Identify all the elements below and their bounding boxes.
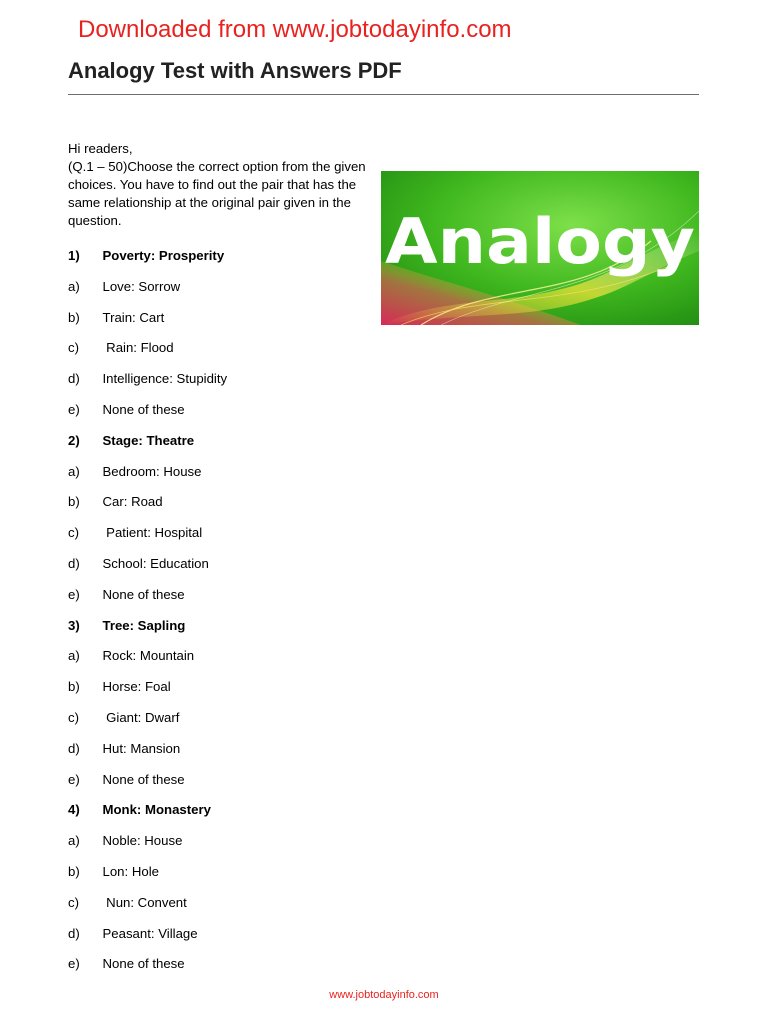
option-text: Train: Cart [102, 309, 165, 325]
question-number: 4) [68, 802, 80, 818]
option-label: e) [68, 956, 80, 972]
answer-option [68, 400, 368, 431]
option-label: d) [68, 371, 80, 387]
analogy-image-text: Analogy [385, 205, 695, 278]
question-heading [68, 246, 368, 277]
option-label: a) [68, 463, 80, 479]
question-text: Stage: Theatre [102, 432, 195, 448]
option-text: Bedroom: House [102, 463, 202, 479]
option-text: None of these [102, 401, 185, 417]
answer-option [68, 924, 368, 955]
option-text: Horse: Foal [102, 679, 171, 695]
option-label: e) [68, 771, 80, 787]
option-label: a) [68, 278, 80, 294]
answer-option [68, 708, 368, 739]
option-label: c) [68, 340, 79, 356]
question-list [68, 246, 368, 985]
answer-option [68, 677, 368, 708]
answer-option [68, 831, 368, 862]
intro-instructions: (Q.1 – 50)Choose the correct option from the given choices. You have to find out the pair that has the same relationship at the original pair given in the question. [68, 159, 366, 228]
option-label: d) [68, 740, 80, 756]
answer-option [68, 585, 368, 616]
option-text: Peasant: Village [102, 925, 198, 941]
option-text: Love: Sorrow [102, 278, 181, 294]
answer-option [68, 492, 368, 523]
download-banner[interactable]: Downloaded from www.jobtodayinfo.com [78, 16, 512, 43]
option-label: b) [68, 309, 80, 325]
question-text: Poverty: Prosperity [102, 248, 225, 263]
question-heading [68, 431, 368, 462]
answer-option [68, 523, 368, 554]
option-text: Intelligence: Stupidity [102, 371, 228, 387]
question-text: Tree: Sapling [102, 617, 186, 633]
answer-option [68, 954, 368, 985]
option-text: Noble: House [102, 833, 183, 849]
intro-greeting: Hi readers, [68, 141, 133, 156]
option-text: Nun: Convent [102, 894, 187, 910]
answer-option [68, 462, 368, 493]
option-text: Patient: Hospital [102, 525, 203, 541]
option-label: c) [68, 894, 79, 910]
option-label: a) [68, 648, 80, 664]
option-text: Giant: Dwarf [102, 709, 180, 725]
answer-option [68, 739, 368, 770]
option-label: c) [68, 525, 79, 541]
option-text: Rain: Flood [102, 340, 174, 356]
option-label: b) [68, 679, 80, 695]
answer-option [68, 770, 368, 801]
option-label: c) [68, 709, 79, 725]
answer-option [68, 277, 368, 308]
option-text: Hut: Mansion [102, 740, 181, 756]
option-text: Car: Road [102, 494, 163, 510]
question-number: 1) [68, 248, 80, 263]
question-heading [68, 800, 368, 831]
option-label: d) [68, 925, 80, 941]
option-text: School: Education [102, 555, 209, 571]
answer-option [68, 554, 368, 585]
question-text: Monk: Monastery [102, 802, 211, 818]
answer-option [68, 308, 368, 339]
answer-option [68, 646, 368, 677]
option-text: Rock: Mountain [102, 648, 195, 664]
question-number: 2) [68, 432, 80, 448]
question-heading [68, 616, 368, 647]
option-label: e) [68, 586, 80, 602]
option-label: e) [68, 401, 80, 417]
document-title: Analogy Test with Answers PDF [68, 58, 402, 83]
title-divider [68, 94, 699, 95]
question-number: 3) [68, 617, 80, 633]
option-label: d) [68, 555, 80, 571]
footer-link[interactable]: www.jobtodayinfo.com [329, 989, 439, 1001]
answer-option [68, 369, 368, 400]
option-text: None of these [102, 586, 185, 602]
analogy-banner-image [381, 171, 699, 325]
option-label: a) [68, 833, 80, 849]
option-label: b) [68, 863, 80, 879]
option-text: None of these [102, 771, 185, 787]
option-text: Lon: Hole [102, 863, 159, 879]
answer-option [68, 862, 368, 893]
option-label: b) [68, 494, 80, 510]
answer-option [68, 893, 368, 924]
option-text: None of these [102, 956, 185, 972]
answer-option [68, 338, 368, 369]
intro-text [68, 140, 368, 230]
